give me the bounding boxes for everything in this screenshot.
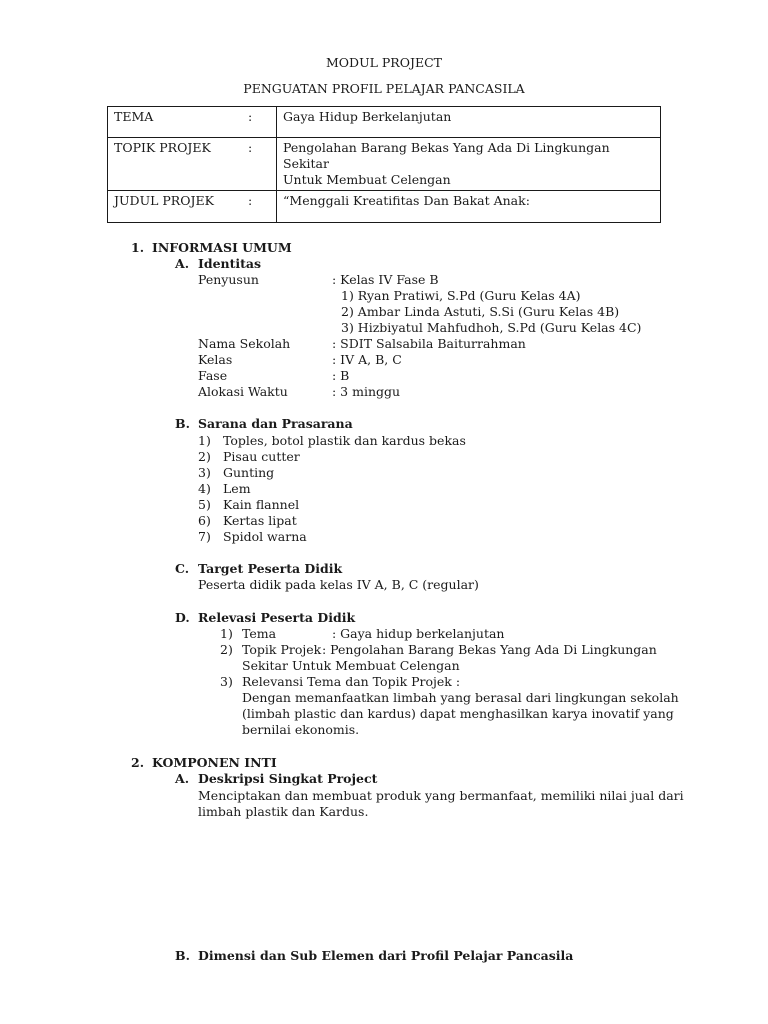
list-number: 1) <box>220 626 233 641</box>
subsection-heading: Deskripsi Singkat Project <box>198 771 378 786</box>
paragraph: Peserta didik pada kelas IV A, B, C (regular) <box>198 577 479 592</box>
section-heading: KOMPONEN INTI <box>152 755 277 770</box>
field-value: : Kelas IV Fase B <box>332 272 439 287</box>
subsection-letter: D. <box>175 610 190 625</box>
list-number: 3) <box>198 465 211 480</box>
list-item: Kain flannel <box>223 497 300 512</box>
paragraph-line: bernilai ekonomis. <box>242 722 360 737</box>
table-value: Pengolahan Barang Bekas Yang Ada Di Lingkungan Sekitar Untuk Membuat Celengan <box>277 138 661 191</box>
list-number: 1) <box>198 433 211 448</box>
subsection-heading: Dimensi dan Sub Elemen dari Profil Pelajar Pancasila <box>198 948 574 963</box>
subsection-letter: B. <box>175 948 190 963</box>
table-value: Gaya Hidup Berkelanjutan <box>277 107 661 138</box>
subsection-letter: B. <box>175 416 190 431</box>
field-label: Kelas <box>198 352 233 367</box>
list-item: Pisau cutter <box>223 449 300 464</box>
list-item: Gunting <box>223 465 275 480</box>
paragraph-line: limbah plastik dan Kardus. <box>198 804 369 819</box>
subsection-letter: C. <box>175 561 190 576</box>
field-label: Nama Sekolah <box>198 336 291 351</box>
field-label: Fase <box>198 368 228 383</box>
subsection-heading: Sarana dan Prasarana <box>198 416 353 431</box>
subsection-letter: A. <box>175 771 190 786</box>
list-item: Spidol warna <box>223 529 307 544</box>
table-row <box>108 138 661 191</box>
field-value: : B <box>332 368 350 383</box>
table-key: TEMA <box>108 107 243 138</box>
list-item: 1) Ryan Pratiwi, S.Pd (Guru Kelas 4A) <box>341 288 581 303</box>
field-label: Topik Projek <box>242 642 322 657</box>
list-number: 7) <box>198 529 211 544</box>
list-number: 4) <box>198 481 211 496</box>
subsection-heading: Target Peserta Didik <box>198 561 343 576</box>
table-key: TOPIK PROJEK <box>108 138 243 191</box>
table-key: JUDUL PROJEK <box>108 191 243 223</box>
subsection-heading: Identitas <box>198 256 262 271</box>
document-title: MODUL PROJECT <box>326 55 442 70</box>
paragraph-line: (limbah plastic dan kardus) dapat menghasilkan karya inovatif yang <box>242 706 674 721</box>
list-number: 3) <box>220 674 233 689</box>
section-number: 1. <box>131 240 145 255</box>
paragraph-line: Dengan memanfaatkan limbah yang berasal dari lingkungan sekolah <box>242 690 679 705</box>
table-value: “Menggali Kreatifitas Dan Bakat Anak: <box>277 191 661 223</box>
project-header-table <box>107 106 661 223</box>
document-subtitle: PENGUATAN PROFIL PELAJAR PANCASILA <box>243 81 525 96</box>
list-number: 2) <box>198 449 211 464</box>
list-number: 6) <box>198 513 211 528</box>
table-colon: : <box>242 107 277 138</box>
field-label: Relevansi Tema dan Topik Projek : <box>242 674 461 689</box>
list-number: 5) <box>198 497 211 512</box>
list-number: 2) <box>220 642 233 657</box>
section-number: 2. <box>131 755 145 770</box>
table-row <box>108 191 661 223</box>
table-colon: : <box>242 138 277 191</box>
field-value: : 3 minggu <box>332 384 401 399</box>
field-value: : Gaya hidup berkelanjutan <box>332 626 505 641</box>
list-item: 2) Ambar Linda Astuti, S.Si (Guru Kelas 4B) <box>341 304 620 319</box>
list-item: Toples, botol plastik dan kardus bekas <box>223 433 466 448</box>
field-value: Sekitar Untuk Membuat Celengan <box>242 658 460 673</box>
field-value: : SDIT Salsabila Baiturrahman <box>332 336 526 351</box>
list-item: Kertas lipat <box>223 513 297 528</box>
subsection-letter: A. <box>175 256 190 271</box>
subsection-heading: Relevasi Peserta Didik <box>198 610 356 625</box>
list-item: Lem <box>223 481 251 496</box>
field-label: Penyusun <box>198 272 259 287</box>
field-label: Tema <box>242 626 277 641</box>
table-row <box>108 107 661 138</box>
table-colon: : <box>242 191 277 223</box>
paragraph-line: Menciptakan dan membuat produk yang bermanfaat, memiliki nilai jual dari <box>198 788 684 803</box>
section-heading: INFORMASI UMUM <box>152 240 292 255</box>
field-label: Alokasi Waktu <box>198 384 288 399</box>
field-value: : Pengolahan Barang Bekas Yang Ada Di Lingkungan <box>322 642 657 657</box>
field-value: : IV A, B, C <box>332 352 402 367</box>
list-item: 3) Hizbiyatul Mahfudhoh, S.Pd (Guru Kelas 4C) <box>341 320 642 335</box>
